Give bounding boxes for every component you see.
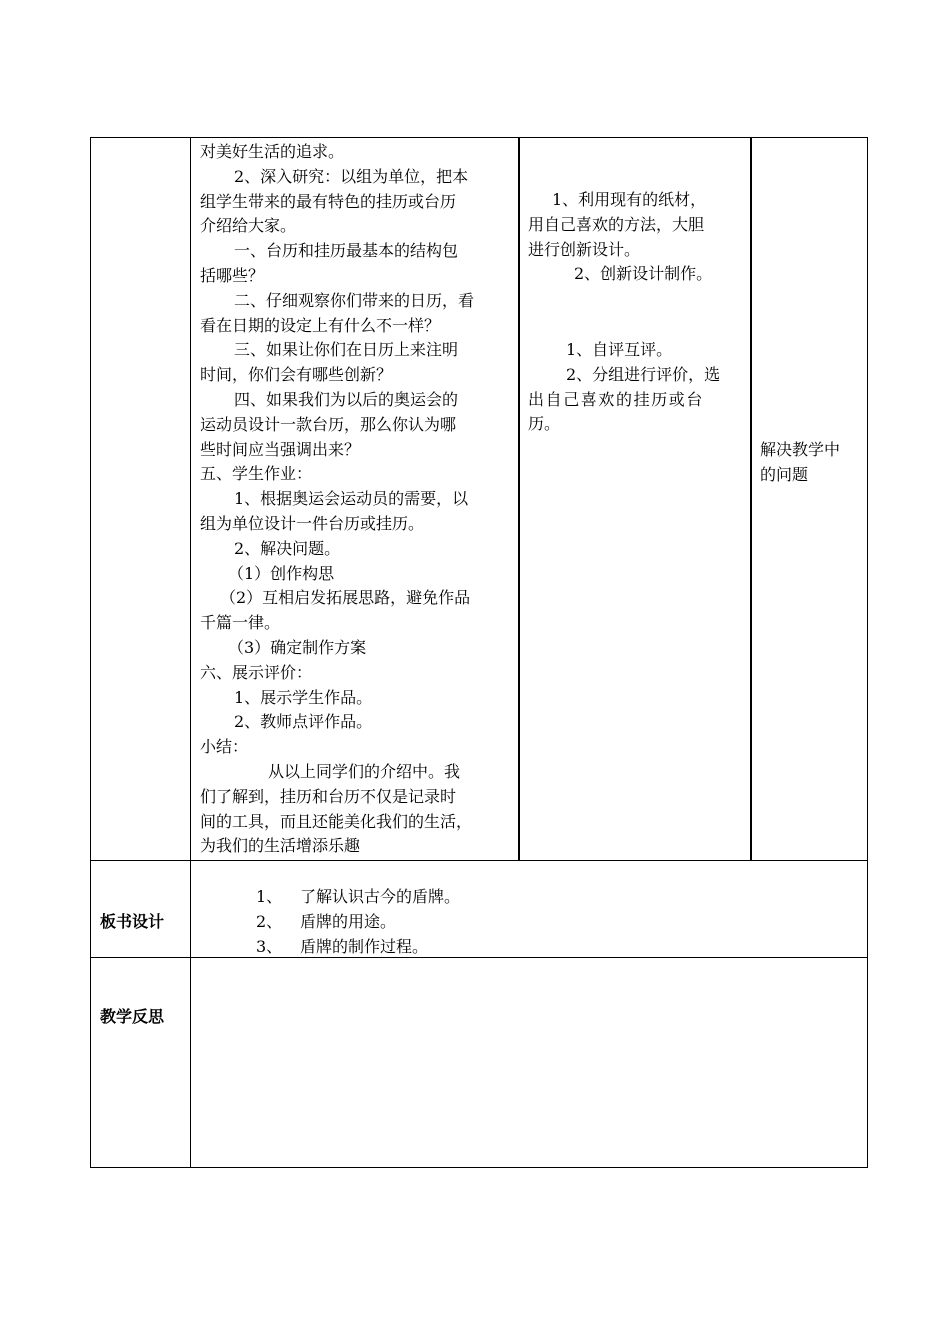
text-line: 1、利用现有的纸材， [552, 190, 707, 209]
column-divider-3 [750, 137, 752, 861]
text-line: 二、仔细观察你们带来的日历，看 [234, 290, 475, 310]
text-line: 历。 [528, 414, 561, 434]
board-item-text: 盾牌的制作过程。 [300, 937, 429, 956]
text-line: 从以上同学们的介绍中。我 [268, 761, 461, 781]
text-line: 组学生带来的最有特色的挂历或台历 [200, 191, 457, 211]
text-line: 出自己喜欢的挂历或台 [528, 389, 705, 409]
design-purpose-cell [760, 438, 866, 488]
text-line: 2、解决问题。 [234, 538, 341, 558]
text-line: 括哪些？ [200, 265, 265, 285]
board-item-number: 2、 [256, 912, 283, 931]
text-line: 六、展示评价： [200, 662, 313, 682]
text-line: 进行创新设计。 [528, 239, 641, 259]
text-line: 组为单位设计一件台历或挂历。 [200, 513, 425, 533]
text-line: 对美好生活的追求。 [200, 142, 345, 161]
reflection-label: 教学反思 [100, 1007, 165, 1026]
text-line: （2）互相启发拓展思路，避免作品 [220, 588, 471, 608]
text-line: 的问题 [760, 464, 809, 484]
column-divider-2 [518, 137, 520, 861]
text-line: 小结： [200, 737, 249, 757]
text-line: 1、根据奥运会运动员的需要，以 [234, 489, 469, 509]
text-line: 1、展示学生作品。 [234, 687, 373, 707]
text-line: （3）确定制作方案 [228, 637, 367, 657]
text-line: 间的工具，而且还能美化我们的生活， [200, 811, 473, 831]
board-item [256, 884, 460, 907]
text-line: 介绍给大家。 [200, 216, 297, 236]
text-line: 用自己喜欢的方法，大胆 [528, 214, 705, 234]
teacher-activity-cell [200, 140, 518, 859]
board-item-number: 3、 [256, 937, 283, 956]
text-line: 1、自评互评。 [566, 340, 673, 359]
text-line: 2、深入研究：以组为单位，把本 [234, 166, 469, 186]
board-item-text: 盾牌的用途。 [300, 912, 397, 931]
text-line: 千篇一律。 [200, 613, 281, 633]
board-design-label: 板书设计 [100, 912, 165, 931]
text-line: 四、如果我们为以后的奥运会的 [234, 389, 459, 409]
student-evaluation-cell [528, 338, 750, 437]
text-line: 些时间应当强调出来？ [200, 439, 361, 459]
column-divider-1 [190, 137, 191, 1168]
text-line: 解决教学中 [760, 440, 841, 459]
text-line: （1）创作构思 [228, 563, 335, 583]
text-line: 2、创新设计制作。 [574, 264, 713, 284]
board-item-text: 了解认识古今的盾牌。 [300, 887, 461, 906]
text-line: 五、学生作业： [200, 464, 313, 484]
board-item [256, 909, 396, 932]
text-line: 为我们的生活增添乐趣 [200, 836, 361, 856]
text-line: 运动员设计一款台历，那么你认为哪 [200, 414, 457, 434]
text-line: 时间，你们会有哪些创新？ [200, 365, 393, 385]
text-line: 2、分组进行评价，选 [566, 364, 721, 384]
text-line: 三、如果让你们在日历上来注明 [234, 340, 459, 360]
text-line: 们了解到，挂历和台历不仅是记录时 [200, 786, 457, 806]
reflection-content [200, 966, 860, 1156]
table-border-bottom [90, 1167, 868, 1168]
text-line: 2、教师点评作品。 [234, 712, 373, 732]
text-line: 看在日期的设定上有什么不一样？ [200, 315, 441, 335]
text-line: 一、台历和挂历最基本的结构包 [234, 241, 459, 261]
table-border-right [867, 137, 868, 1168]
table-border-left [90, 137, 91, 1168]
student-activity-cell [528, 188, 750, 287]
board-item-number: 1、 [256, 887, 283, 906]
row-divider-2 [90, 957, 868, 958]
board-item [256, 934, 428, 957]
